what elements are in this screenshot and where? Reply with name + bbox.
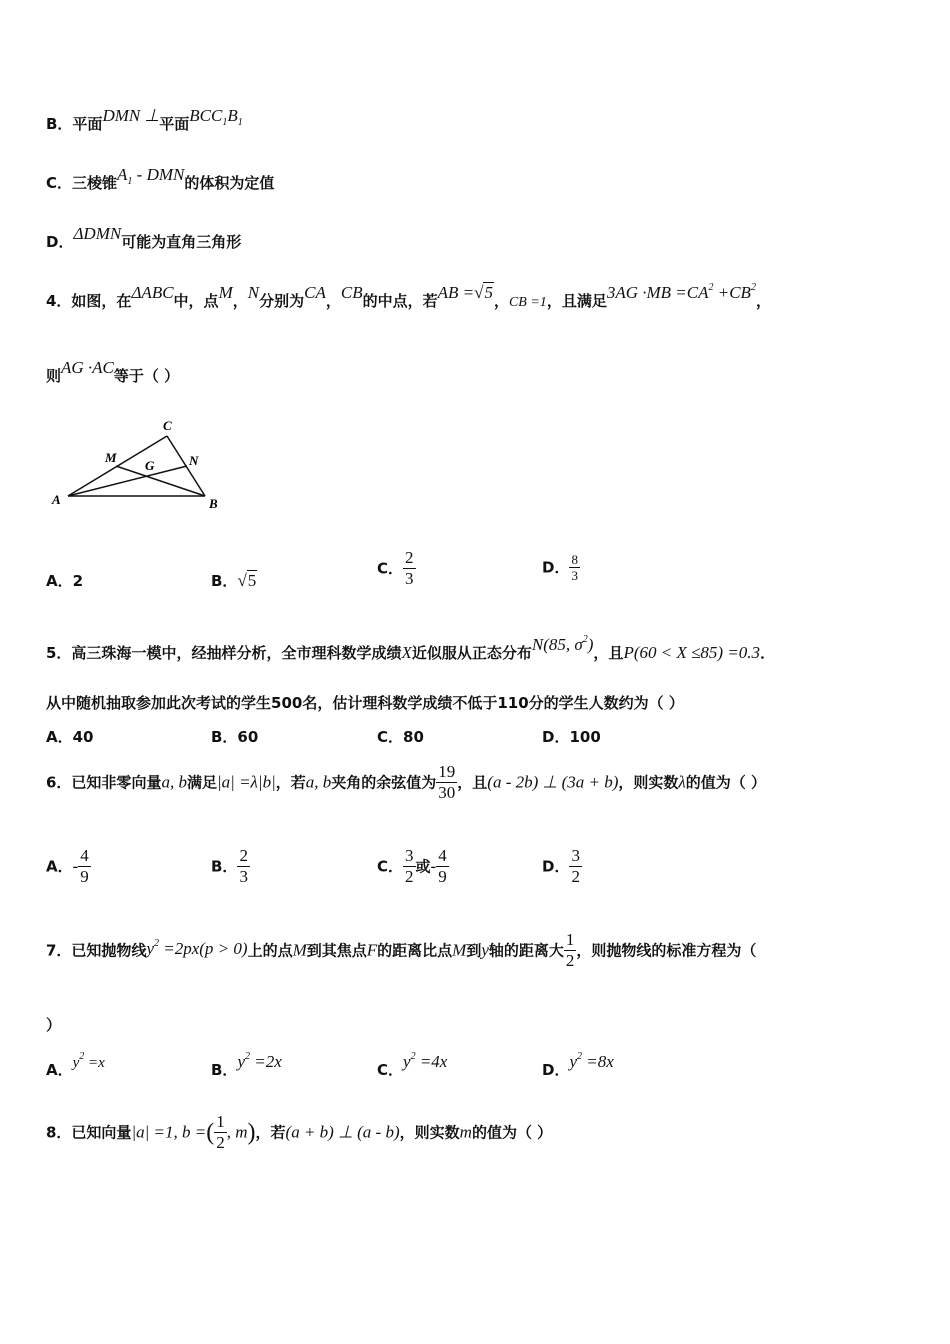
fig-label-g: G — [145, 458, 155, 473]
q7-option-d: D．$y^2 =8x$ — [542, 1051, 614, 1079]
q7-option-c: C．$y^2 =4x$ — [377, 1051, 448, 1079]
q7-option-a: A．$y^2 =x$ — [46, 1051, 105, 1079]
q6-option-b: B． $\frac{2}{3}$ — [211, 846, 248, 886]
q3-option-d: D．ΔDMN可能为直角三角形 — [46, 224, 242, 251]
q6-option-d: D． $\frac{3}{2}$ — [542, 846, 580, 886]
q5-option-c: C．80 — [377, 728, 424, 746]
q7-option-b: B．$y^2 =2x$ — [211, 1051, 282, 1079]
q7-stem-line1: 7．已知抛物线$y^2 =2px(p > 0)$上的点M到其焦点F的距离比点M到y轴的距离大 $\frac{1}{2}$ ，则抛物线的标准方程为（ — [46, 930, 757, 970]
q7-stem-line2: ） — [46, 1016, 62, 1034]
q5-option-d: D．100 — [542, 728, 601, 746]
q3-option-c: C．三棱锥$A_1$ - DMN的体积为定值 — [46, 165, 275, 192]
q5-stem-line2: 从中随机抽取参加此次考试的学生500名，估计理科数学成绩不低于110分的学生人数约为（ ） — [46, 694, 684, 712]
fig-label-n: N — [189, 453, 199, 468]
q6-stem: 6．已知非零向量a, b满足|a| =λ|b|，若a, b夹角的余弦值为 $\frac{19}{30}$ ，且(a - 2b) ⊥ (3a + b)，则实数λ的值为（ ） — [46, 762, 767, 802]
q4-stem-line2: 则AG ·AC等于（ ） — [46, 358, 180, 385]
fig-label-b: B — [209, 496, 218, 511]
q4-triangle-figure — [46, 412, 236, 516]
q8-stem: 8．已知向量|a| =1, b =( $\frac{1}{2}$ , m)，若(a + b) ⊥ (a - b)，则实数m的值为（ ） — [46, 1112, 553, 1152]
fig-label-m: M — [105, 450, 117, 465]
q5-stem-line1: 5．高三珠海一模中，经抽样分析，全市理科数学成绩X近似服从正态分布N(85, $\sigma^2$)，且P(60 < X ≤85) =0.3． — [46, 634, 776, 662]
fig-label-c: C — [163, 418, 172, 433]
q5-option-b: B．60 — [211, 728, 259, 746]
q4-option-d: D． $\frac{8}{3}$ — [542, 552, 578, 583]
q6-option-c: C． $\frac{3}{2}$ 或- $\frac{4}{9}$ — [377, 846, 447, 886]
q4-stem-line1: 4．如图，在ΔABC中，点M，N分别为CA，CB的中点，若AB =√5，CB =1，且满足$3AG \cdot MB =CA^2 +CB^2$， — [46, 282, 771, 310]
q4-option-a: A．2 — [46, 572, 84, 590]
q3-option-b: B．平面DMN ⊥平面$BCC_1B_1$ — [46, 106, 243, 133]
q6-option-a: A．- $\frac{4}{9}$ — [46, 846, 89, 886]
q4-option-c: C． $\frac{2}{3}$ — [377, 548, 414, 588]
fig-label-a: A — [52, 492, 61, 507]
q5-option-a: A．40 — [46, 728, 94, 746]
q4-option-b: B．√5 — [211, 571, 257, 590]
